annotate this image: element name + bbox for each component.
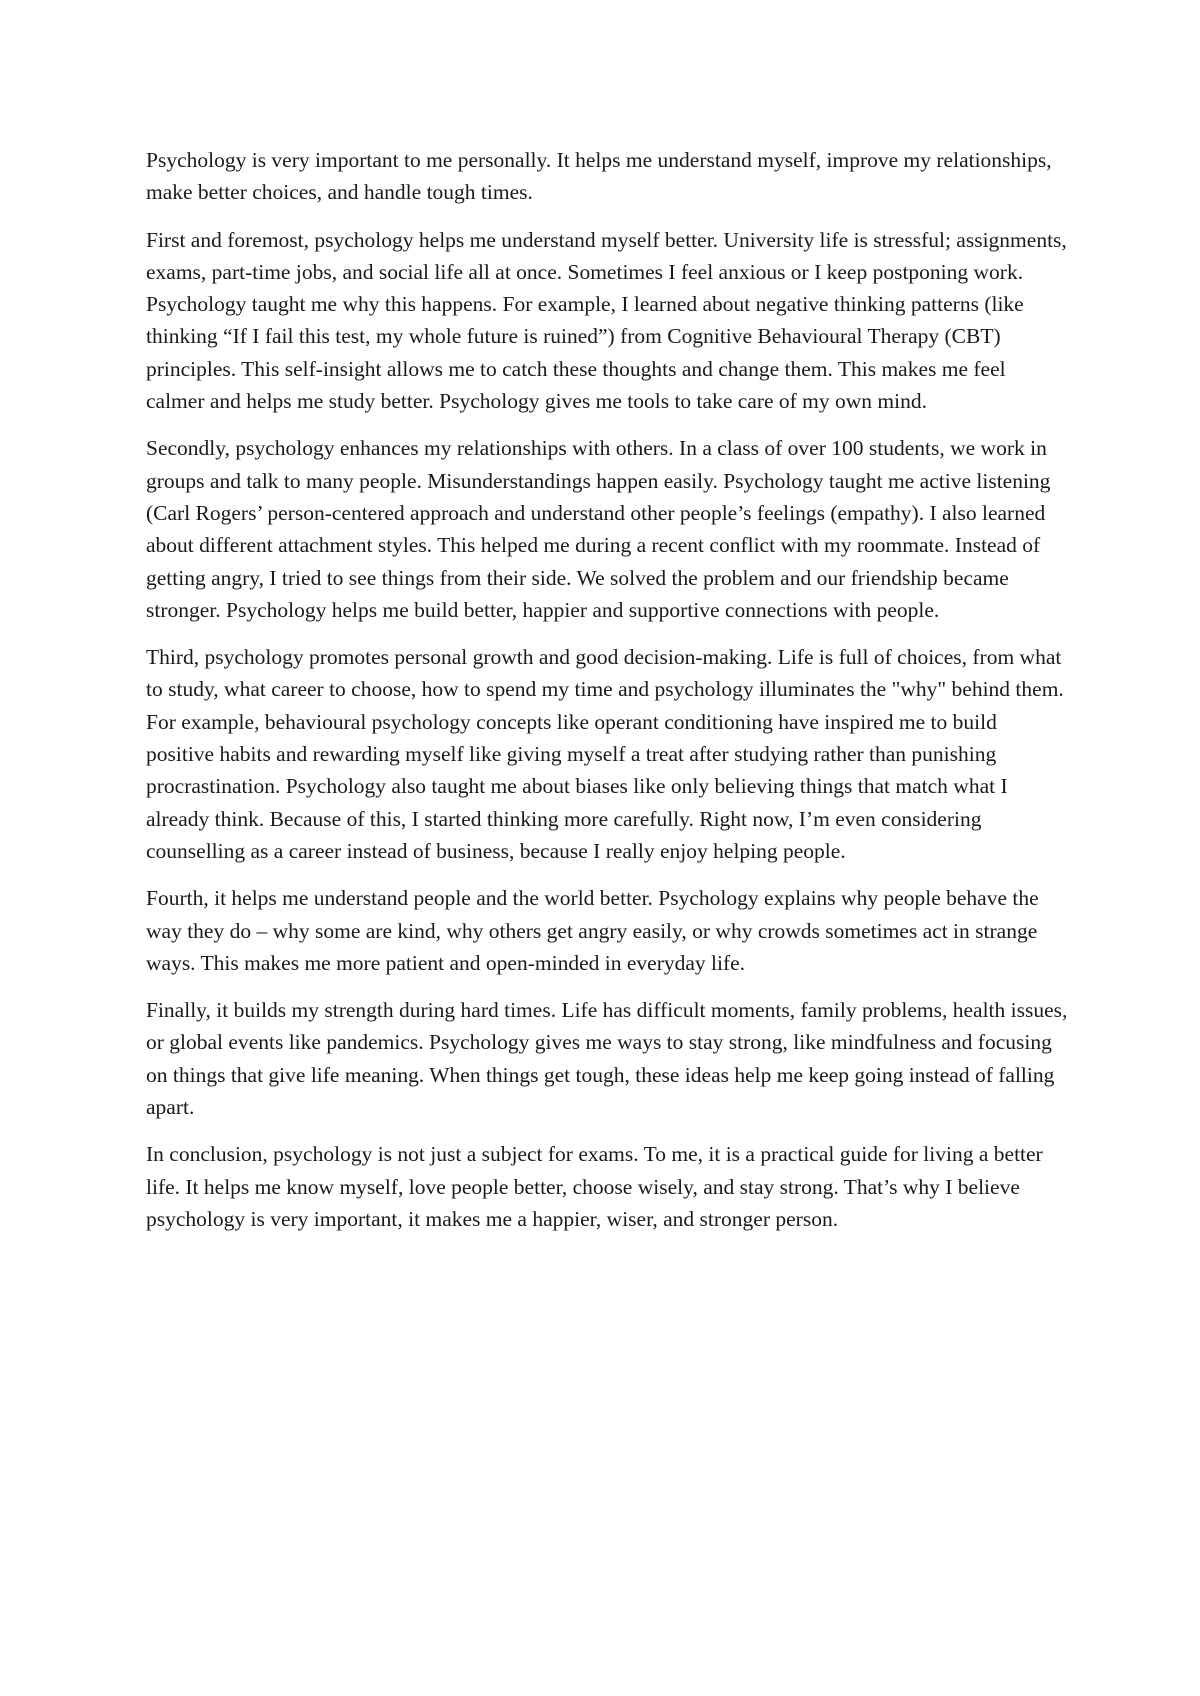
document-body bbox=[146, 144, 1068, 1250]
paragraph-third-point: Third, psychology promotes personal growth and good decision-making. Life is full of choices, from what to study, what career to choose, how to spend my time and psychology illuminates the "why" behind them. For example, behavioural psychology concepts like operant conditioning have inspired me to build positive habits and rewarding myself like giving myself a treat after studying rather than punishing procrastination. Psychology also taught me about biases like only believing things that match what I already think. Because of this, I started thinking more carefully. Right now, I’m even considering counselling as a career instead of business, because I really enjoy helping people. bbox=[146, 645, 1064, 863]
paragraph-introduction: Psychology is very important to me personally. It helps me understand myself, improve my relationships, make better choices, and handle tough times. bbox=[146, 148, 1052, 205]
paragraph-second-point: Secondly, psychology enhances my relationships with others. In a class of over 100 students, we work in groups and talk to many people. Misunderstandings happen easily. Psychology taught me active listening (Carl Rogers’ person-centered approach and understand other people’s feelings (empathy). I also learned about different attachment styles. This helped me during a recent conflict with my roommate. Instead of getting angry, I tried to see things from their side. We solved the problem and our friendship became stronger. Psychology helps me build better, happier and supportive connections with people. bbox=[146, 436, 1051, 622]
paragraph-conclusion: In conclusion, psychology is not just a subject for exams. To me, it is a practical guide for living a better life. It helps me know myself, love people better, choose wisely, and stay strong. That’s why I believe psychology is very important, it makes me a happier, wiser, and stronger person. bbox=[146, 1142, 1043, 1231]
paragraph-fifth-point: Finally, it builds my strength during hard times. Life has difficult moments, family problems, health issues, or global events like pandemics. Psychology gives me ways to stay strong, like mindfulness and focusing on things that give life meaning. When things get tough, these ideas help me keep going instead of falling apart. bbox=[146, 998, 1068, 1120]
paragraph-fourth-point: Fourth, it helps me understand people and the world better. Psychology explains why people behave the way they do – why some are kind, why others get angry easily, or why crowds sometimes act in strange ways. This makes me more patient and open-minded in everyday life. bbox=[146, 886, 1039, 975]
paragraph-first-point: First and foremost, psychology helps me understand myself better. University life is stressful; assignments, exams, part-time jobs, and social life all at once. Sometimes I feel anxious or I keep postponing work. Psychology taught me why this happens. For example, I learned about negative thinking patterns (like thinking “If I fail this test, my whole future is ruined”) from Cognitive Behavioural Therapy (CBT) principles. This self-insight allows me to catch these thoughts and change them. This makes me feel calmer and helps me study better. Psychology gives me tools to take care of my own mind. bbox=[146, 227, 1067, 414]
